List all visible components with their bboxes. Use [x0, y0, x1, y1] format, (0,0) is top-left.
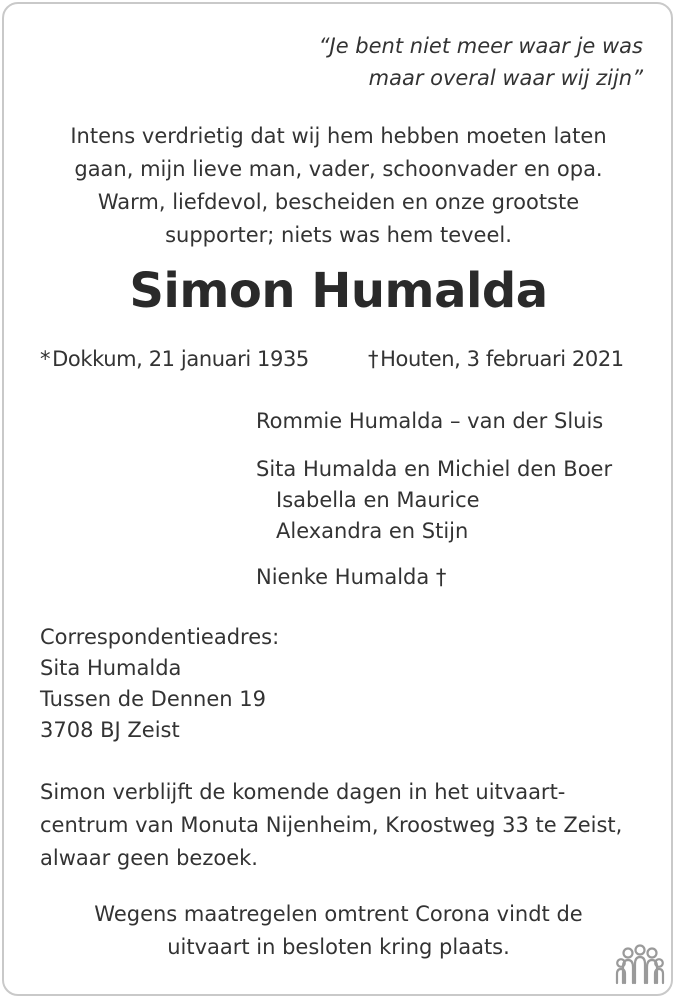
stay-line-3: alwaar geen bezoek.: [40, 846, 258, 870]
address-street: Tussen de Dennen 19: [40, 687, 266, 711]
corona-line-1: Wegens maatregelen omtrent Corona vindt de: [94, 902, 583, 926]
death-info: [368, 343, 624, 375]
corona-notice: [0, 898, 677, 964]
intro-line-3: Warm, liefdevol, bescheiden en onze grootste: [97, 190, 580, 214]
birth-text: Dokkum, 21 januari 1935: [52, 347, 309, 371]
stay-notice: [40, 776, 622, 875]
family-group-icon: [614, 944, 666, 986]
family-grandchildren-2: [256, 516, 468, 547]
address-name: Sita Humalda: [40, 656, 182, 680]
family-child-2: Nienke Humalda †: [256, 565, 447, 589]
birth-info: [40, 343, 309, 375]
intro-text: [0, 120, 677, 252]
birth-symbol: *: [40, 347, 51, 371]
family-spouse: Rommie Humalda – van der Sluis: [256, 409, 604, 433]
quote-line-2: maar overal waar wij zijn”: [368, 66, 643, 90]
address-label: Correspondentieadres:: [40, 625, 280, 649]
corona-line-2: uitvaart in besloten kring plaats.: [167, 935, 510, 959]
grandchildren-2-text: Alexandra en Stijn: [276, 519, 469, 543]
intro-line-1: Intens verdrietig dat wij hem hebben moeten laten: [70, 124, 607, 148]
stay-line-1: Simon verblijft de komende dagen in het uitvaart-: [40, 780, 566, 804]
grandchildren-1-text: Isabella en Maurice: [276, 488, 480, 512]
correspondence-address: [40, 622, 279, 746]
deceased-name: Simon Humalda: [129, 263, 548, 319]
intro-line-2: gaan, mijn lieve man, vader, schoonvader en opa.: [74, 157, 603, 181]
death-text: Houten, 3 februari 2021: [380, 347, 624, 371]
intro-line-4: supporter; niets was hem teveel.: [165, 223, 512, 247]
address-city: 3708 BJ Zeist: [40, 718, 180, 742]
family-grandchildren-1: [256, 485, 480, 516]
death-symbol: †: [368, 347, 379, 371]
quote: [319, 30, 643, 94]
stay-line-2: centrum van Monuta Nijenheim, Kroostweg 33 te Zeist,: [40, 813, 623, 837]
family-child-1: Sita Humalda en Michiel den Boer: [256, 457, 613, 481]
quote-line-1: “Je bent niet meer waar je was: [318, 34, 643, 58]
